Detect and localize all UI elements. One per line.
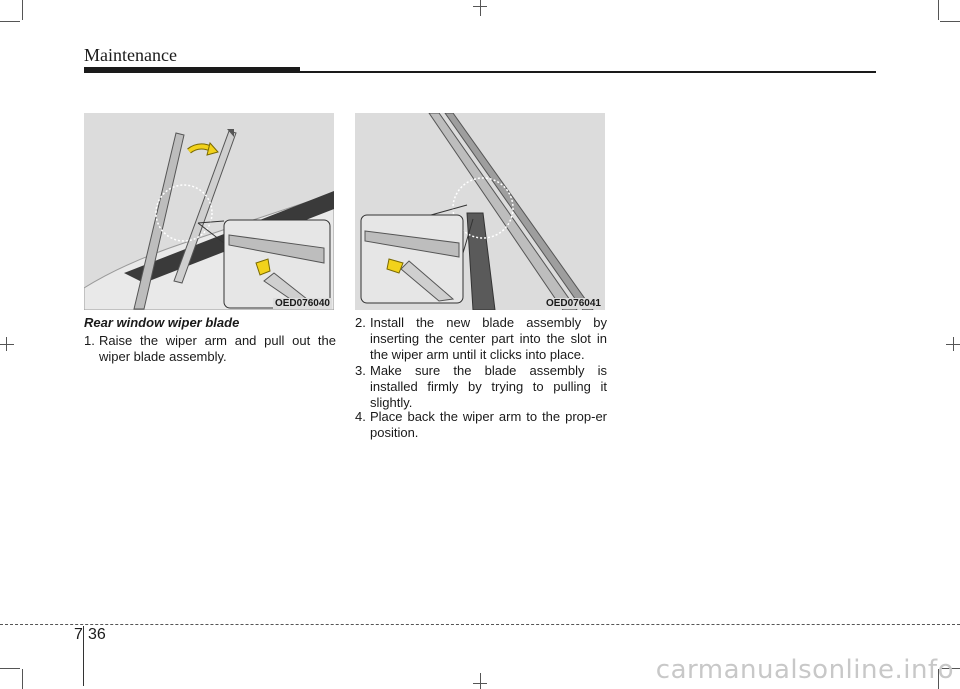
crop-mark [6, 337, 7, 351]
header-rule-thick [84, 67, 300, 73]
chapter-number: 7 [74, 626, 83, 643]
crop-mark [473, 683, 487, 684]
step-number: 2. [355, 315, 366, 330]
step-number: 1. [84, 333, 95, 348]
step-number: 3. [355, 363, 366, 378]
step-text: Place back the wiper arm to the prop-er position. [370, 409, 607, 440]
crop-mark [22, 669, 23, 689]
step-text: Install the new blade assembly by inserting the center part into the slot in the wiper arm until it clicks into place. [370, 315, 607, 362]
footer-rule [0, 624, 960, 625]
step-3 [355, 363, 607, 411]
figure-code: OED076041 [545, 298, 601, 309]
figure-code: OED076040 [274, 298, 330, 309]
page-number: 36 [88, 626, 106, 643]
crop-mark [22, 0, 23, 20]
crop-mark [0, 668, 20, 669]
crop-mark [938, 0, 939, 20]
crop-mark [473, 6, 487, 7]
figure-rear-wiper-install [355, 113, 605, 310]
crop-mark [480, 673, 481, 689]
figure-rear-wiper-raise [84, 113, 334, 310]
crop-mark [0, 21, 20, 22]
header-rule [300, 71, 876, 73]
step-text: Make sure the blade assembly is installed firmly by trying to pulling it slightly. [370, 363, 607, 410]
section-title: Maintenance [84, 45, 177, 65]
step-1 [84, 333, 336, 365]
step-4 [355, 409, 607, 441]
step-number: 4. [355, 409, 366, 424]
crop-mark [953, 337, 954, 351]
crop-mark [940, 21, 960, 22]
step-text: Raise the wiper arm and pull out the wiper blade assembly. [99, 333, 336, 364]
wiper-install-illustration [355, 113, 605, 310]
page-number-divider [83, 626, 84, 686]
watermark: carmanualsonline.info [655, 655, 954, 685]
crop-mark [0, 344, 14, 345]
crop-mark [480, 0, 481, 16]
wiper-raise-illustration [84, 113, 334, 310]
step-2 [355, 315, 607, 363]
subheading: Rear window wiper blade [84, 315, 240, 330]
